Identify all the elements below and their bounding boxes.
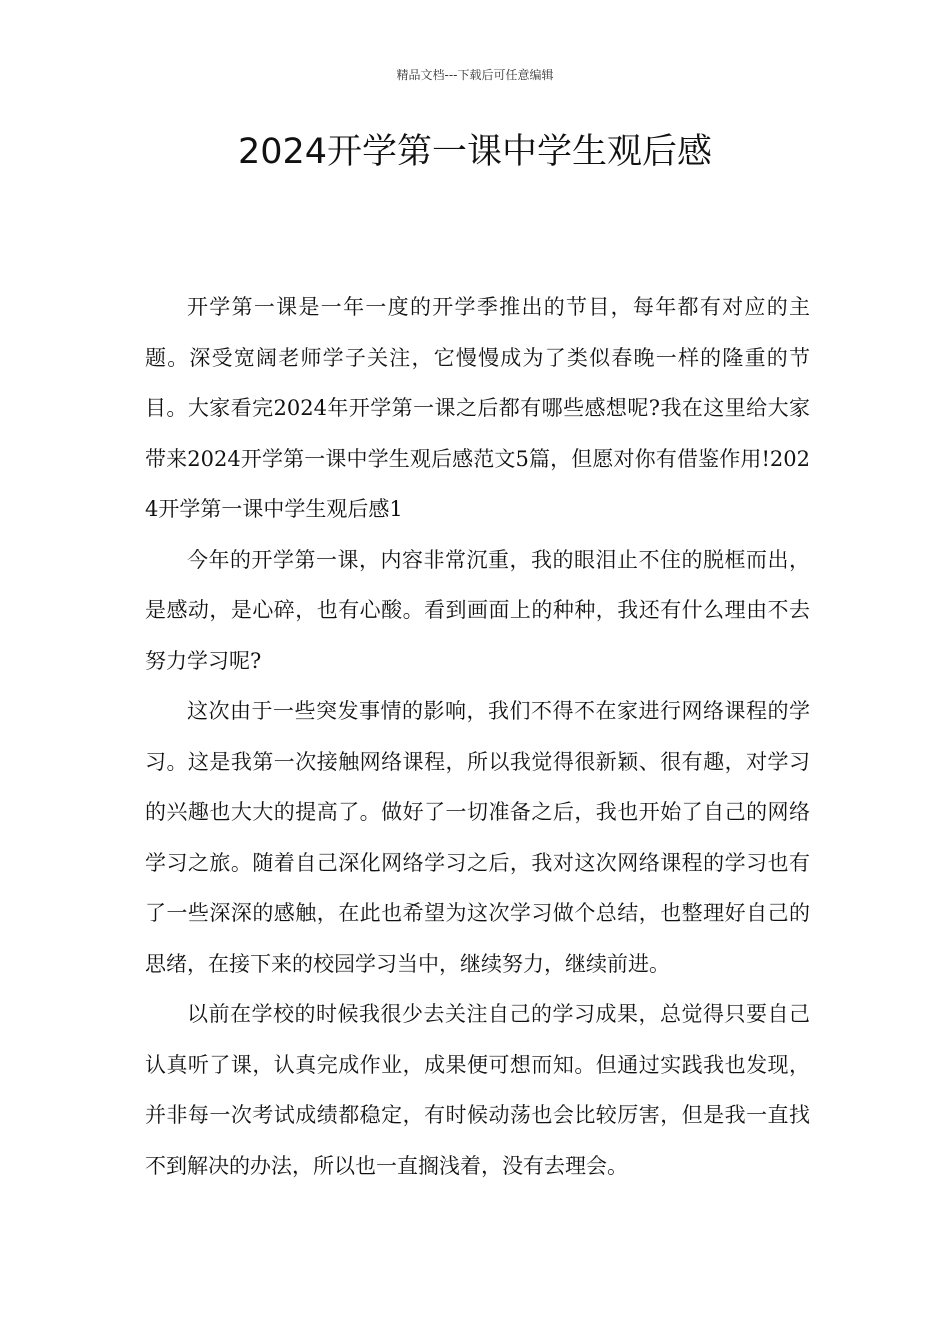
document-body [145, 282, 810, 1191]
header-note: 精品文档---下载后可任意编辑 [396, 68, 554, 82]
paragraph-3: 这次由于一些突发事情的影响，我们不得不在家进行网络课程的学习。这是我第一次接触网络课程，所以我觉得很新颖、很有趣，对学习的兴趣也大大的提高了。做好了一切准备之后，我也开始了自己的网络学习之旅。随着自己深化网络学习之后，我对这次网络课程的学习也有了一些深深的感触，在此也希望为这次学习做个总结，也整理好自己的思绪，在接下来的校园学习当中，继续努力，继续前进。 [145, 699, 810, 976]
document-title: 2024开学第一课中学生观后感 [237, 132, 713, 172]
paragraph-2: 今年的开学第一课，内容非常沉重，我的眼泪止不住的脱框而出，是感动，是心碎，也有心酸。看到画面上的种种，我还有什么理由不去努力学习呢? [145, 547, 810, 673]
paragraph-4: 以前在学校的时候我很少去关注自己的学习成果，总觉得只要自己认真听了课，认真完成作业，成果便可想而知。但通过实践我也发现，并非每一次考试成绩都稳定，有时候动荡也会比较厉害，但是我一直找不到解决的办法，所以也一直搁浅着，没有去理会。 [145, 1002, 810, 1178]
paragraph-1: 开学第一课是一年一度的开学季推出的节目，每年都有对应的主题。深受宽阔老师学子关注，它慢慢成为了类似春晚一样的隆重的节目。大家看完2024年开学第一课之后都有哪些感想呢?我在这里给大家带来2024开学第一课中学生观后感范文5篇，但愿对你有借鉴作用!2024开学第一课中学生观后感1 [145, 295, 810, 521]
